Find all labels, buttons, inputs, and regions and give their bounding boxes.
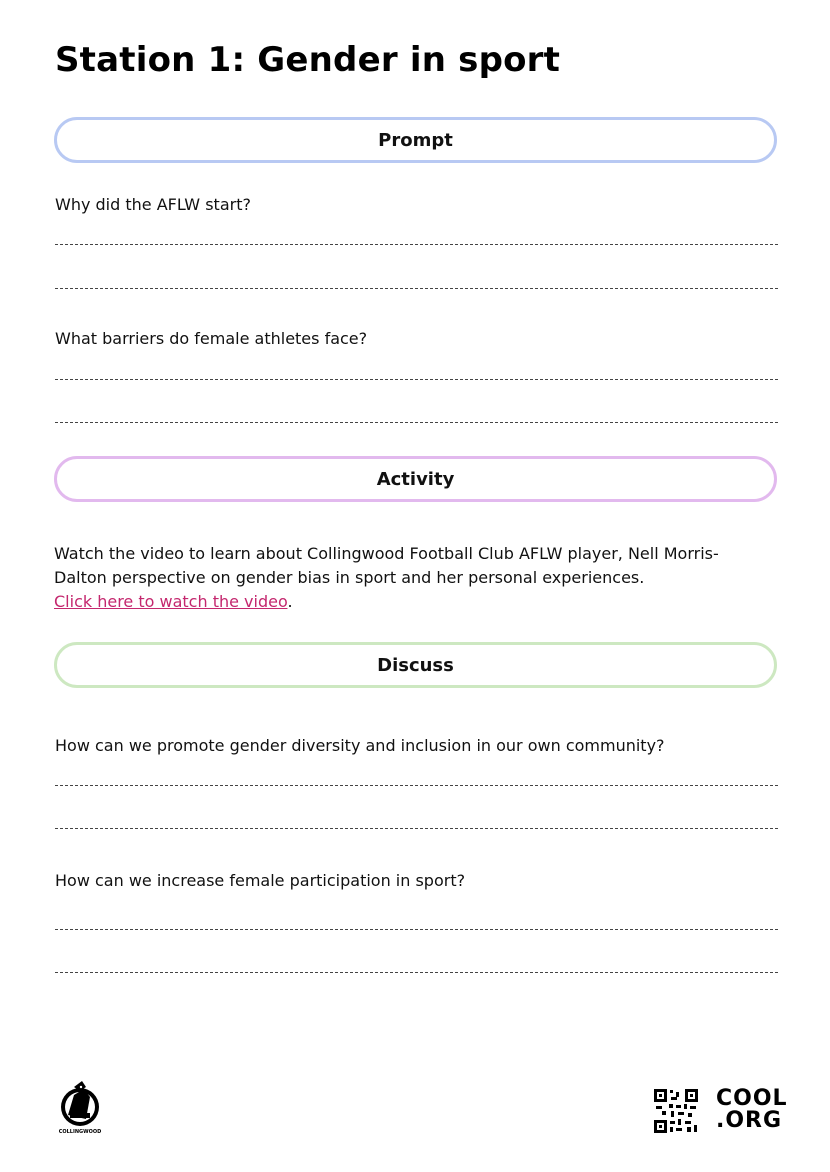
watch-video-link[interactable]: Click here to watch the video (54, 592, 288, 611)
answer-line[interactable] (55, 972, 778, 973)
brand-line-2: .ORG (716, 1108, 783, 1133)
answer-line[interactable] (55, 379, 778, 380)
discuss-header-label: Discuss (377, 654, 454, 676)
answer-line[interactable] (55, 929, 778, 930)
answer-line[interactable] (55, 785, 778, 786)
question-diversity: How can we promote gender diversity and inclusion in our own community? (55, 736, 665, 755)
answer-line[interactable] (55, 244, 778, 245)
activity-header-label: Activity (376, 468, 455, 490)
activity-header (54, 456, 777, 502)
page-title: Station 1: Gender in sport (55, 40, 561, 80)
answer-line[interactable] (55, 422, 778, 423)
activity-text: Watch the video to learn about Collingwood Football Club AFLW player, Nell Morris-Dalton perspective on gender bias in sport and her personal experiences. (54, 544, 719, 587)
brand-line-1: COOL (716, 1086, 788, 1111)
activity-description (54, 542, 754, 614)
question-aflw-start: Why did the AFLW start? (55, 195, 251, 214)
prompt-header (54, 117, 777, 163)
prompt-header-label: Prompt (378, 129, 453, 151)
discuss-header (54, 642, 777, 688)
link-suffix: . (287, 592, 293, 611)
club-logo-text: COLLINGWOOD (58, 1129, 102, 1135)
collingwood-logo (56, 1075, 104, 1135)
question-participation: How can we increase female participation in sport? (55, 871, 466, 890)
qr-code-icon (654, 1089, 698, 1133)
question-barriers: What barriers do female athletes face? (55, 329, 368, 348)
cool-org-logo (716, 1086, 788, 1133)
magpie-icon (56, 1075, 104, 1135)
answer-line[interactable] (55, 288, 778, 289)
answer-line[interactable] (55, 828, 778, 829)
